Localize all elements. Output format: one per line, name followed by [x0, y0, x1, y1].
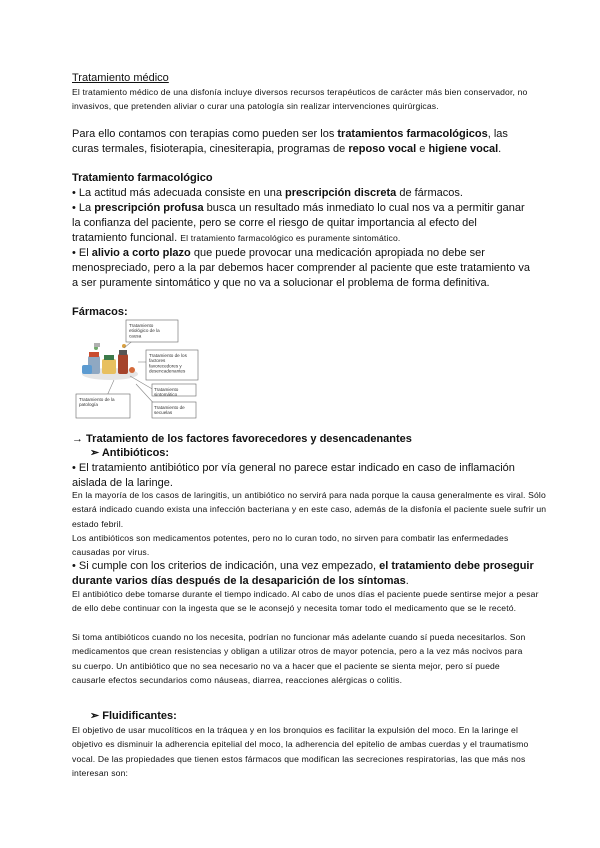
tiempo-indicado-paragraph: El antibiótico debe tomarse durante el tiempo indicado. Al cabo de unos días el paciente puede sentirse mejor a pesar de ello debe continuar con la ingesta que se le aconsejó y necesita tomar todo el medicamento que se le recetó. [72, 589, 539, 614]
text-run: de fármacos. [396, 187, 463, 199]
section-title-tratamiento-medico: Tratamiento médico [72, 72, 169, 84]
laringitis-paragraph: En la mayoría de los casos de laringitis, un antibiótico no servirá para nada porque la causa generalmente es viral. Sólo estará indicado cuando exista una infección bacteriana y en este caso, además de la disfonía el paciente suele sufrir un estado febril. [72, 490, 547, 529]
mucoliticos-paragraph: El objetivo de usar mucolíticos en la tráquea y en los bronquios es facilitar la expulsión del moco. En la laringe el objetivo es disminuir la adherencia epitelial del moco, la adherencia del epitelio de ambas cuerdas y el traumatismo vocal. De las propiedades que tienen estos fármacos que modifican las secreciones respiratorias, las que más nos interesan son: [72, 725, 529, 778]
bullet-alivio-corto-plazo [72, 246, 534, 291]
bold-term: el tratamiento debe proseguir durante varios días después de la desaparición de los síntomas [72, 560, 534, 587]
text-run: busca un resultado más inmediato lo cual nos va a permitir ganar la confianza del paciente, pero se corre el riesgo de quitar importancia al efecto del tratamiento funcional. [72, 202, 525, 244]
intro-terapias-paragraph [72, 127, 532, 157]
text-run: , las curas termales, fisioterapia, cinesiterapia, programas de [72, 128, 508, 155]
farmacos-diagram [74, 318, 200, 422]
heading-tratamiento-farmacologico: Tratamiento farmacológico [72, 172, 213, 184]
bullet-prescripcion-discreta [72, 186, 532, 201]
bold-term: reposo vocal [348, 143, 417, 155]
text-run: Para ello contamos con terapias como pueden ser los [72, 128, 338, 140]
diagram-box1-label: Tratamiento etiológico de la causa [129, 323, 160, 339]
bold-term: higiene vocal [428, 143, 499, 155]
diagram-box5-label: Tratamiento de secuelas [154, 405, 185, 416]
heading-farmacos: Fármacos: [72, 306, 128, 318]
text-run: que puede provocar una medicación apropiada no debe ser menospreciado, pero a la par debemos hacer comprender al paciente que este tratamiento va a ser puramente sintomático y que no va a solucionar el problema de forma definitiva. [72, 247, 530, 289]
text-run: . [498, 143, 502, 155]
text-run: • El [72, 247, 92, 259]
bullet-prescripcion-profusa [72, 201, 532, 246]
heading-antibioticos: ➢ Antibióticos: [90, 447, 170, 459]
bullet-antibiotico-via-general: • El tratamiento antibiótico por vía general no parece estar indicado en caso de inflamación aislada de la laringe. [72, 462, 515, 489]
text-run: e [416, 143, 429, 155]
bold-term: alivio a corto plazo [91, 247, 191, 259]
diagram-box3-label: Tratamiento sintomático [154, 387, 179, 398]
heading-factores-desencadenantes: → Tratamiento de los factores favorecedores y desencadenantes [72, 433, 412, 445]
diagram-box2-label: Tratamiento de los factores favorecedores y desencadenantes [149, 353, 187, 374]
text-run: • La actitud más adecuada consiste en una [72, 187, 285, 199]
small-note: El tratamiento farmacológico es puramente sintomático. [180, 233, 401, 243]
text-run: • Si cumple con los criterios de indicación, una vez empezado, [72, 560, 380, 572]
bold-term: prescripción profusa [94, 202, 204, 214]
diagram-box4-label: Tratamiento de la patología [79, 397, 115, 408]
antibioticos-potentes-paragraph: Los antibióticos son medicamentos potentes, pero no lo curan todo, no sirven para combatir las enfermedades causadas por virus. [72, 533, 509, 558]
medicine-bottles-icon [82, 343, 138, 380]
bold-term: prescripción discreta [285, 187, 397, 199]
intro-paragraph: El tratamiento médico de una disfonía incluye diversos recursos terapéuticos de carácter más bien conservador, no invasivos, que pretenden aliviar o curar una patología sin realizar intervenciones quirúrgicas. [72, 87, 528, 112]
bold-term: tratamientos farmacológicos [337, 128, 488, 140]
text-run: . [405, 575, 409, 587]
heading-fluidificantes: ➢ Fluidificantes: [90, 710, 177, 722]
bullet-criterios-indicacion [72, 559, 538, 589]
text-run: • La [72, 202, 95, 214]
resistencias-paragraph: Si toma antibióticos cuando no los necesita, podrían no funcionar más adelante cuando sí pueda necesitarlos. Son medicamentos que crean resistencias y obligan a utilizar otros de mayor potencia, pero a la vez más nocivos para su cuerpo. Un antibiótico que no sea necesario no va a hacer que el paciente se sienta mejor, pero sí puede causarle efectos secundarios como náuseas, diarrea, reacciones alérgicas o colitis. [72, 632, 526, 685]
